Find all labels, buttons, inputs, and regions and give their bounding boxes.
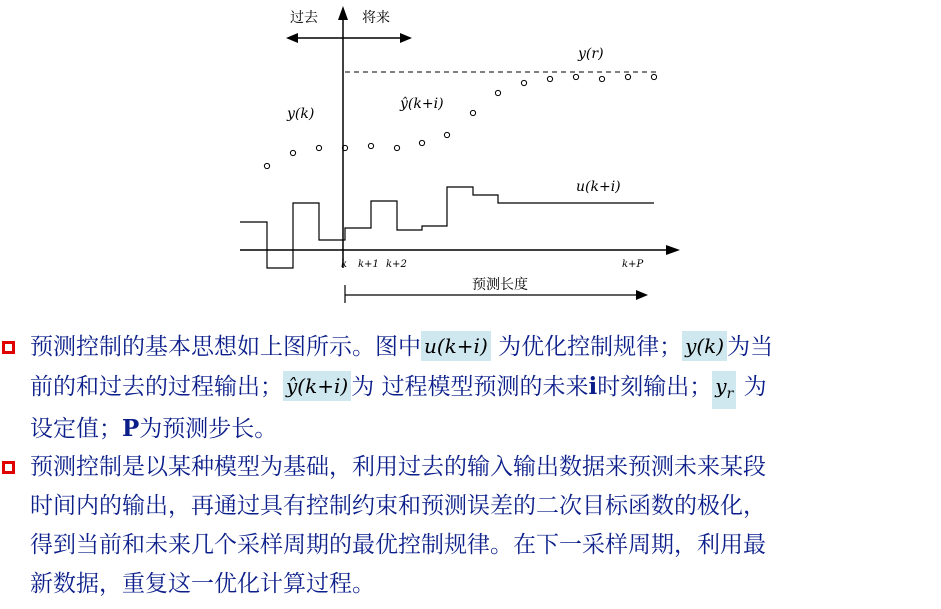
tick-label-kp: k+P — [622, 259, 644, 270]
predicted-output-point — [651, 74, 656, 79]
predicted-output-point — [625, 74, 630, 79]
bullet-marker — [2, 341, 15, 354]
paragraph-basic-idea — [30, 328, 930, 449]
tick-label-k: k — [341, 259, 348, 270]
predicted-output-point — [394, 145, 399, 150]
predicted-output-point — [444, 132, 449, 137]
tick-label-k2: k+2 — [386, 259, 407, 270]
text-segment: 设定值； — [30, 416, 122, 442]
past-label: 过去 — [290, 10, 318, 26]
paragraph-mpc-description — [30, 448, 930, 604]
past-output-point — [290, 150, 295, 155]
past-future-arrow — [286, 33, 412, 43]
yk-label: y(k) — [287, 106, 315, 122]
bold-i: i — [588, 373, 598, 400]
predicted-output-point — [495, 90, 500, 95]
math-yhat-k-plus-i: ŷ(k+i) — [283, 371, 351, 401]
predicted-output-point — [419, 140, 424, 145]
control-staircase — [240, 187, 654, 268]
past-output-point — [264, 163, 269, 168]
future-label: 将来 — [362, 10, 390, 26]
line-1: 预测控制是以某种模型为基础，利用过去的输入输出数据来预测未来某段 — [30, 454, 766, 480]
predicted-output-point — [521, 80, 526, 85]
text-segment: 时刻输出； — [597, 374, 713, 400]
text-segment: 预测控制的基本思想如上图所示。图中 — [30, 334, 421, 360]
bullet-marker — [2, 461, 15, 474]
math-u-k-plus-i: u(k+i) — [421, 331, 491, 361]
line-1 — [30, 334, 773, 360]
yr-label: y(r) — [578, 46, 604, 62]
line-2: 时间内的输出，再通过具有控制约束和预测误差的二次目标函数的极化， — [30, 493, 766, 519]
text-segment: 为优化控制规律； — [490, 334, 683, 360]
vertical-axis — [338, 6, 348, 268]
math-y-k: y(k) — [682, 331, 727, 361]
past-output-point — [316, 145, 321, 150]
line-4: 新数据，重复这一优化计算过程。 — [30, 571, 375, 597]
text-segment: 为 过程模型预测的未来 — [351, 374, 589, 400]
text-segment: 为预测步长。 — [139, 416, 278, 442]
line-3 — [30, 416, 277, 442]
math-y-subscript: r — [726, 386, 734, 402]
math-y-r — [712, 371, 736, 409]
yhat-label: ŷ(k+i) — [400, 96, 444, 112]
predicted-output-point — [573, 74, 578, 79]
text-segment: 为当 — [727, 334, 774, 360]
text-segment: 为 — [736, 374, 767, 400]
math-y-base: y — [715, 374, 727, 398]
line-3: 得到当前和未来几个采样周期的最优控制规律。在下一采样周期，利用最 — [30, 532, 766, 558]
time-axis — [240, 245, 680, 255]
text-segment: 前的和过去的过程输出； — [30, 374, 283, 400]
horizon-label: 预测长度 — [472, 277, 528, 293]
tick-label-k1: k+1 — [358, 259, 379, 270]
line-2 — [30, 374, 767, 400]
u-label: u(k+i) — [576, 179, 621, 195]
bold-p: P — [122, 415, 140, 442]
predicted-output-point — [547, 76, 552, 81]
predicted-output-point — [470, 110, 475, 115]
predicted-output-point — [368, 143, 373, 148]
output-points — [264, 74, 656, 168]
predicted-output-point — [599, 76, 604, 81]
